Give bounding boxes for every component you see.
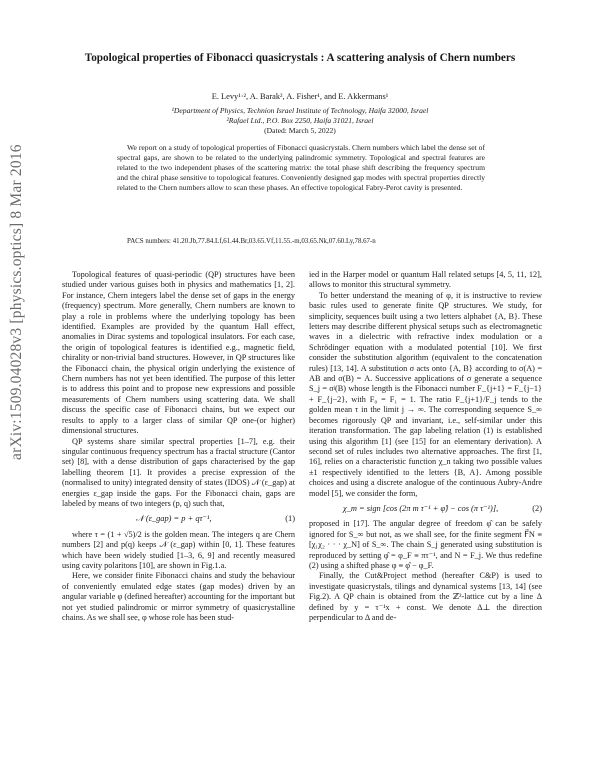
equation-body: χ_m = sign [cos (2π m τ⁻¹ + φ̂) − cos (π τ⁻¹)], — [343, 503, 499, 513]
date-line: (Dated: March 5, 2022) — [264, 126, 336, 135]
paragraph: where τ = (1 + √5)/2 is the golden mean. The integers q are Chern numbers [2] and p(q) keeps 𝒩 (ε_gap) within [0, 1]. These features which have been widely studied [1–3, 6, 9] and recently measured using cavity polaritons [10], are shown in Fig.1.a. — [62, 529, 295, 570]
abstract: We report on a study of topological properties of Fibonacci quasicrystals. Chern numbers which label the dense set of spectral gaps, are shown to be related to the underlying palindromic symmetry. Topological and spectral features are related to the two independent phases of the scattering matrix: the total phase shift describing the frequency spectrum and the chiral phase sensitive to topological features. Conveniently designed gap modes with spectral properties directly related to the Chern numbers allow to scan these phases. An effective topological Fabry-Perot cavity is presented. — [117, 143, 485, 193]
equation-number: (2) — [532, 503, 542, 513]
equation-1 — [62, 514, 295, 524]
paragraph: QP systems share similar spectral properties [1–7], e.g. their singular continuous frequency spectrum has a fractal structure (Cantor set) [8], with a dense distribution of gaps characterised by the gap labelling theorem [1]. It provides a precise expression of the (normalised to unity) integrated density of states (IDOS) 𝒩 (ε_gap) at energies ε_gap inside the gaps. For the Fibonacci chain, gaps are labeled by means of two integers (p, q) such that, — [62, 436, 295, 508]
arxiv-identifier: arXiv:1509.04028v3 [physics.optics] 8 Mar 2016 — [8, 144, 25, 460]
paragraph: Topological features of quasi-periodic (QP) structures have been studied under various guises both in physics and mathematics [1, 2]. For instance, Chern integers label the dense set of gaps in the energy (frequency) spectrum. More generally, Chern numbers are known to play a role in problems where the underlying topology has been identified. Examples are provided by the quantum Hall effect, anomalies in Dirac systems and topological insulators. For each case, the origin of topological features is identified e.g., magnetic field, chirality or non-trivial band structures. However, in QP structures like the Fibonacci chain, the physical origin underlying the existence of Chern numbers has not yet been identified. The purpose of this letter is to address this point and to propose new expressions and possible measurements of Chern numbers using scattering data. We shall discuss the specific case of Fibonacci chains, but we expect our results to apply to a larger class of similar QP one-(or higher) dimensional structures. — [62, 270, 295, 436]
paper-title: Topological properties of Fibonacci quasicrystals : A scattering analysis of Chern numbers — [84, 52, 516, 64]
right-column — [309, 270, 542, 623]
pacs-numbers: PACS numbers: 41.20.Jb,77.84.Lf,61.44.Br,03.65.Vf,11.55.-m,03.65.Nk,07.60.Ly,78.67-n — [127, 238, 376, 245]
paragraph: Here, we consider finite Fibonacci chains and study the behaviour of conveniently emulated edge states (gap modes) driven by an angular variable φ (defined hereafter) accounting for the important but not yet studied palindromic or mirror symmetry of quasicrystalline chains. As we shall see, φ whose role has been stud- — [62, 571, 295, 622]
paragraph: Finally, the Cut&Project method (hereafter C&P) is used to investigate quasicrystals, tilings and dynamical systems [13, 14] (see Fig.2). A QP chain is obtained from the ℤ²-lattice cut by a line Δ defined by y = τ⁻¹x + const. We denote Δ⊥ the direction perpendicular to Δ and de- — [309, 571, 542, 622]
paragraph: ied in the Harper model or quantum Hall related setups [4, 5, 11, 12], allows to monitor this structural symmetry. — [309, 270, 542, 290]
paragraph: proposed in [17]. The angular degree of freedom φ̂ can be safely ignored for S_∞ but not, as we shall see, for the finite segment F⃗N ≡ [χ₁χ₂ · · · χ_N] of S_∞. The chain S_j generated using substitution is reproduced by setting φ̂ = φ_F ≡ πτ⁻¹, and N = F_j. We thus redefine (2) using a shifted phase φ ≡ φ̂ − φ_F. — [309, 519, 542, 570]
equation-number: (1) — [285, 514, 295, 524]
left-column — [62, 270, 295, 623]
paragraph: To better understand the meaning of φ, it is instructive to review basic rules used to generate finite QP structures. We study, for simplicity, sequences built using a two letters alphabet {A, B}. These letters may describe different physical setups such as electromagnetic waves in a dielectric with refractive index modulation or a Schrödinger equation with a modulated potential [10]. We first consider the substitution algorithm (equivalent to the concatenation rules) [13, 14]. A substitution σ acts onto {A, B} according to σ(A) = AB and σ(B) = A. Successive applications of σ generate a sequence S_j = σʲ(B) whose length is the Fibonacci number F_{j+1} = F_{j−1} + F_{j−2}, with F₀ = F₁ = 1. The ratio F_{j+1}/F_j tends to the golden mean τ in the limit j → ∞. The corresponding sequence S_∞ becomes rigorously QP and invariant, i.e., self-similar under this iteration transformation. The gap labeling relation (1) is established using this algorithm [1] (see [15] for an elementary derivation). A second set of rules includes two alternative approaches. The first [1, 16], relies on a characteristic function χ_n taking two possible values ±1 respectively identified to the letters {B, A}. Among possible choices and using a discrete analogue of the continuous Aubry-Andre model [5], we consider the form, — [309, 290, 542, 498]
affiliation-1: ¹Department of Physics, Technion Israel Institute of Technology, Haifa 32000, Israel — [171, 106, 429, 115]
affiliation-2: ²Rafael Ltd., P.O. Box 2250, Haifa 31021, Israel — [226, 116, 374, 125]
equation-2 — [309, 504, 542, 514]
equation-body: 𝒩 (ε_gap) = p + qτ⁻¹, — [135, 514, 212, 524]
authors: E. Levy¹·², A. Barak², A. Fisher¹, and E. Akkermans¹ — [211, 92, 389, 101]
